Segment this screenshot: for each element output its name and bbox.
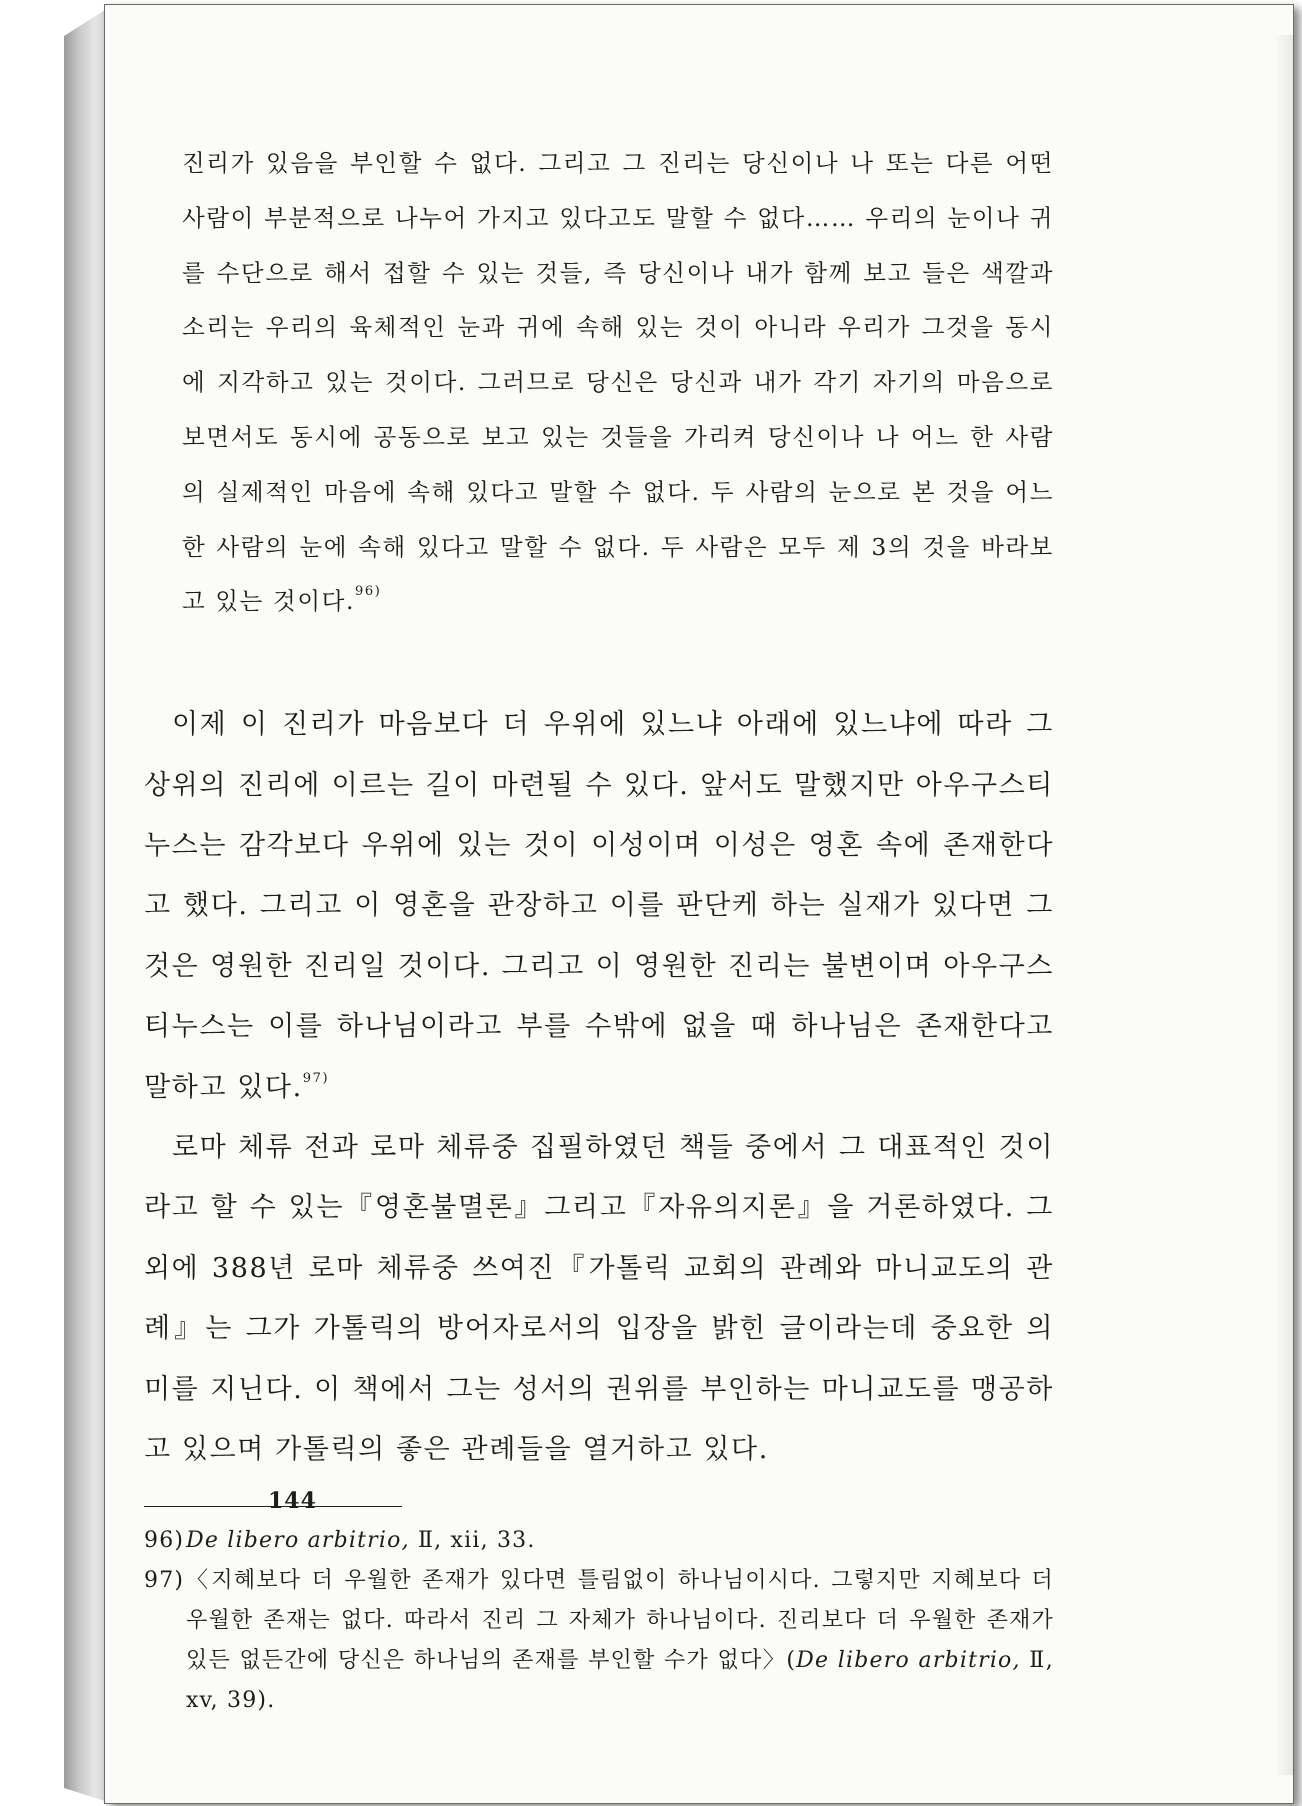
block-quote — [182, 136, 1054, 629]
book-spine — [64, 8, 108, 1802]
page-edge-shadow — [1275, 35, 1293, 1775]
page-content — [144, 136, 1054, 1721]
footnote-citation: Ⅱ, xv, 39). — [186, 1648, 1055, 1714]
paragraph-1 — [144, 695, 1054, 1118]
footnote-number: 96) — [144, 1528, 185, 1554]
footnote-text — [186, 1521, 1054, 1561]
footnotes — [144, 1521, 1054, 1721]
body-text — [144, 695, 1054, 1480]
footnote-96 — [144, 1521, 1054, 1561]
footnote-citation: Ⅱ, xii, 33. — [409, 1528, 536, 1554]
footnote-number: 97) — [144, 1568, 185, 1594]
footnote-ref-97: 97) — [302, 1070, 330, 1086]
footnote-title: De libero arbitrio, — [186, 1528, 410, 1554]
page-number: 144 — [268, 1488, 317, 1514]
footnote-ref-96: 96) — [355, 584, 382, 600]
quote-text: 진리가 있음을 부인할 수 없다. 그리고 그 진리는 당신이나 나 또는 다른 어떤 사람이 부분적으로 나누어 가지고 있다고도 말할 수 없다…… 우리의 눈이나 귀를 수단으로 해서 접할 수 있는 것들, 즉 당신이나 내가 함께 보고 들은 색깔과 소리는 우리의 육체적인 눈과 귀에 속해 있는 것이 아니라 우리가 그것을 동시에 지각하고 있는 것이다. 그러므로 당신은 당신과 내가 각기 자기의 마음으로 보면서도 동시에 공동으로 보고 있는 것들을 가리켜 당신이나 나 어느 한 사람의 실제적인 마음에 속해 있다고 말할 수 없다. 두 사람의 눈으로 본 것을 어느 한 사람의 눈에 속해 있다고 말할 수 없다. 두 사람은 모두 제 3의 것을 바라보고 있는 것이다. — [182, 149, 1054, 616]
footnote-quote: 〈지혜보다 더 우월한 존재가 있다면 틀림없이 하나님이시다. 그렇지만 지혜보다 더 우월한 존재는 없다. 따라서 진리 그 자체가 하나님이다. 진리보다 더 우월한 존재가 있든 없든간에 당신은 하나님의 존재를 부인할 수가 없다〉( — [186, 1568, 1054, 1674]
paragraph-1-text: 이제 이 진리가 마음보다 더 우위에 있느냐 아래에 있느냐에 따라 그 상위의 진리에 이르는 길이 마련될 수 있다. 앞서도 말했지만 아우구스티누스는 감각보다 우위에 있는 것이 이성이며 이성은 영혼 속에 존재한다고 했다. 그리고 이 영혼을 관장하고 이를 판단케 하는 실재가 있다면 그것은 영원한 진리일 것이다. 그리고 이 영원한 진리는 불변이며 아우구스티누스는 이를 하나님이라고 부를 수밖에 없을 때 하나님은 존재한다고 말하고 있다. — [144, 709, 1054, 1103]
paragraph-2: 로마 체류 전과 로마 체류중 집필하였던 책들 중에서 그 대표적인 것이라고 할 수 있는『영혼불멸론』그리고『자유의지론』을 거론하였다. 그 외에 388년 로마 체류중 쓰여진『가톨릭 교회의 관례와 마니교도의 관례』는 그가 가톨릭의 방어자로서의 입장을 밝힌 글이라는데 중요한 의미를 지닌다. 이 책에서 그는 성서의 권위를 부인하는 마니교도를 맹공하고 있으며 가톨릭의 좋은 관례들을 열거하고 있다. — [144, 1132, 1054, 1466]
footnote-title: De libero arbitrio, — [796, 1648, 1021, 1674]
footnote-97 — [144, 1561, 1054, 1721]
footnote-text — [186, 1561, 1054, 1721]
